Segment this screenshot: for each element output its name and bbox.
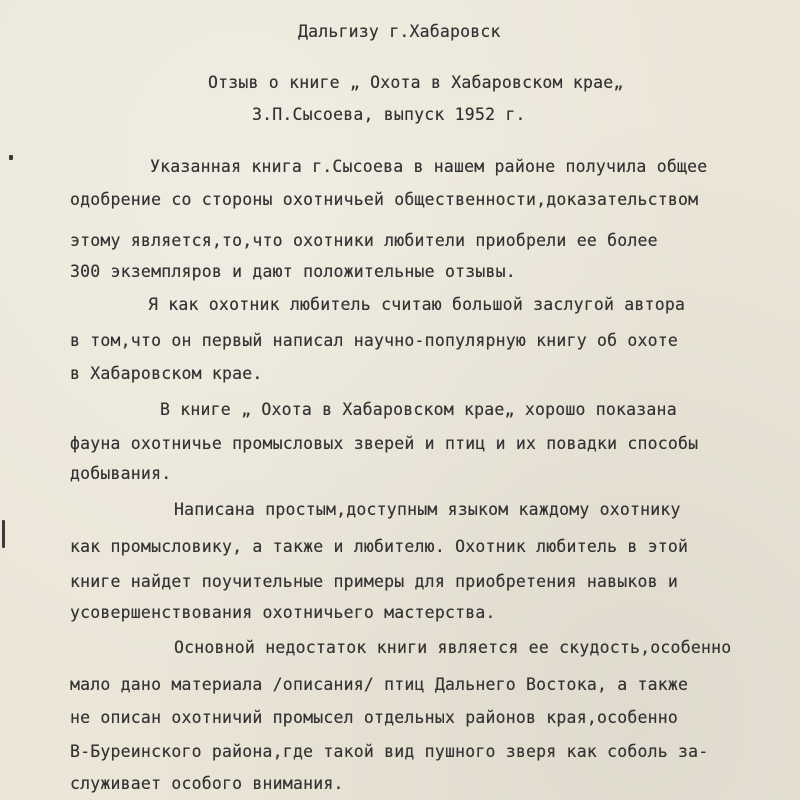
body-line: в Хабаровском крае. (70, 364, 263, 383)
body-line: Основной недостаток книги является ее скудость,особенно (174, 638, 732, 657)
body-line: Указанная книга г.Сысоева в нашем районе получила общее (150, 157, 708, 176)
body-line: добывания. (70, 464, 172, 483)
body-line: одобрение со стороны охотничьей общественности,доказательством (70, 190, 699, 209)
margin-mark (2, 520, 5, 548)
body-line: как промысловику, а также и любителю. Охотник любитель в этой (70, 537, 689, 556)
document-title: Отзыв о книге „ Охота в Хабаровском крае„ (208, 73, 624, 92)
body-line: фауна охотничье промысловых зверей и птиц и их повадки способы (70, 434, 699, 453)
body-line: В-Буреинского района,где такой вид пушного зверя как соболь за- (70, 742, 709, 761)
body-line: В книге „ Охота в Хабаровском крае„ хорошо показана (160, 400, 677, 419)
document-header: Дальгизу г.Хабаровск (298, 22, 501, 41)
body-line: не описан охотничий промысел отдельных районов края,особенно (70, 708, 679, 727)
body-line: мало дано материала /описания/ птиц Дальнего Востока, а также (70, 675, 689, 694)
body-line: книге найдет поучительные примеры для приобретения навыков и (70, 572, 679, 591)
body-line: в том,что он первый написал научно-популярную книгу об охоте (70, 331, 679, 350)
body-line: 300 экземпляров и дают положительные отзывы. (70, 262, 516, 281)
body-line: этому является,то,что охотники любители приобрели ее более (70, 231, 658, 250)
body-line: служивает особого внимания. (70, 774, 344, 793)
body-line: усовершенствования охотничьего мастерства. (70, 603, 496, 622)
body-line: Написана простым,доступным языком каждому охотнику (174, 500, 681, 519)
document-title-author: З.П.Сысоева, выпуск 1952 г. (252, 105, 526, 124)
body-line: Я как охотник любитель считаю большой заслугой автора (148, 295, 686, 314)
margin-mark (9, 155, 13, 160)
